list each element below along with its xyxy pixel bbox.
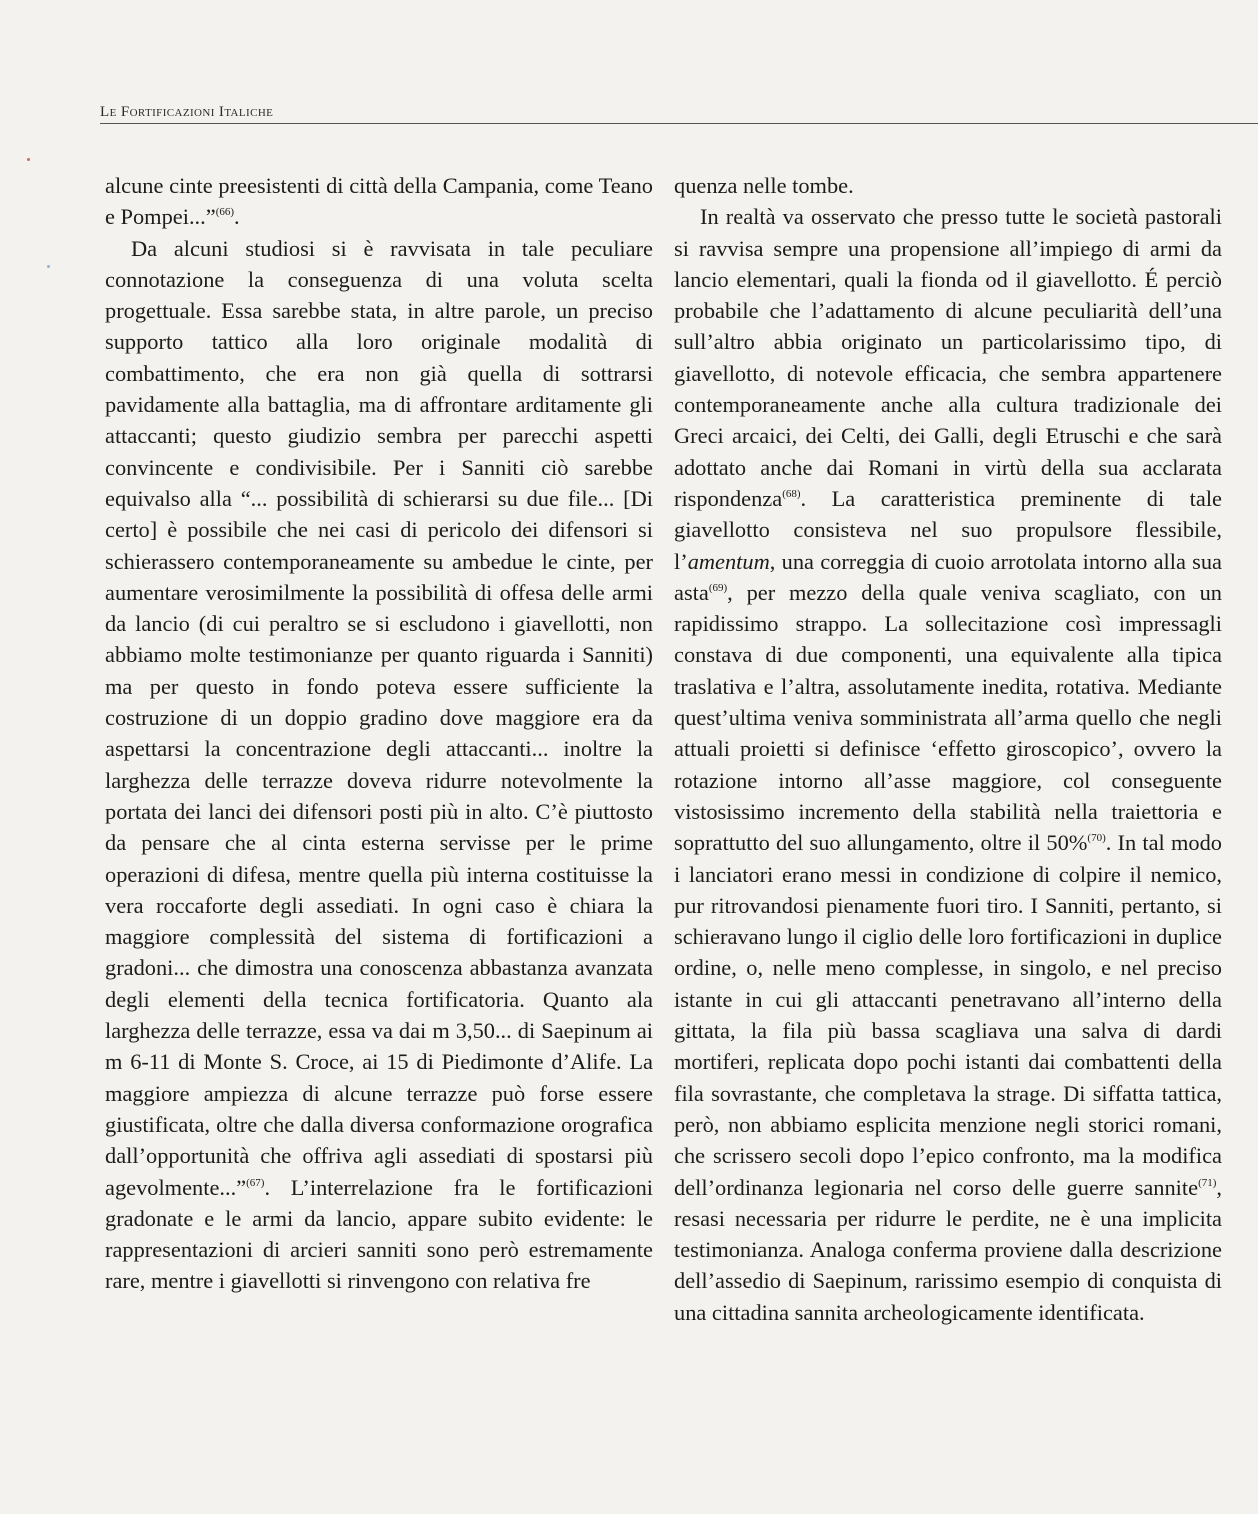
right-p2-part2: . La caratteristica preminente di tale giavellotto consisteva nel suo propulsore flessibile, l’ [674, 485, 1222, 574]
footnote-ref-68: (68) [782, 487, 801, 500]
left-paragraph-2 [105, 233, 653, 1297]
left-paragraph-1 [105, 170, 653, 233]
right-p2-part1: In realtà va osservato che presso tutte le società pastorali si ravvisa sempre una propensione all’impiego di armi da lancio elementari, quali la fionda od il giavellotto. É perciò probabile che l’adattamento di alcune peculiarità dell’una sull’altro abbia originato un particolarissimo tipo, di giavellotto, di notevole efficacia, che sembra appartenere contemporaneamente anche alla cultura tradizionale dei Greci arcaici, dei Celti, dei Galli, degli Etruschi e che sarà adottato anche dai Romani in virtù della sua acclarata rispondenza [674, 204, 1222, 511]
running-head: Le Fortificazioni Italiche [100, 104, 274, 120]
left-p1-text: alcune cinte preesistenti di città della Campania, come Teano e Pompei...” [105, 173, 653, 230]
footnote-ref-66: (66) [215, 206, 235, 219]
right-paragraph-2 [674, 201, 1222, 1328]
margin-speck-blue [47, 265, 50, 268]
header-rule [100, 123, 1258, 124]
right-p2-part3: , una correggia di cuoio arrotolata intorno alla sua asta [674, 548, 1222, 605]
footnote-ref-70: (70) [1087, 832, 1106, 845]
left-p2-part2: . L’interrelazione fra le fortificazioni gradonate e le armi da lancio, appare subito evidente: le rappresentazioni di arcieri sanniti sono però estremamente rare, mentre i giavellotti si rinvengono con relativa fre [105, 1174, 653, 1294]
footnote-ref-71: (71) [1198, 1176, 1217, 1189]
footnote-ref-67: (67) [246, 1176, 265, 1189]
left-column [105, 170, 653, 1297]
footnote-ref-69: (69) [708, 581, 728, 594]
right-paragraph-1: quenza nelle tombe. [674, 173, 854, 198]
margin-speck-red [27, 158, 30, 161]
left-p2-part1: Da alcuni studiosi si è ravvisata in tale peculiare connotazione la conseguenza di una voluta scelta progettuale. Essa sarebbe stata, in altre parole, un preciso supporto tattico alla loro originale modalità di combattimento, che era non già quella di sottrarsi pavidamente alla battaglia, ma di affrontare arditamente gli attaccanti; questo giudizio sembra per parecchi aspetti convincente e condivisibile. Per i Sanniti ciò sarebbe equivalso alla “... possibilità di schierarsi su due file... [Di certo] è possibile che nei casi di pericolo dei difensori si schierassero contemporaneamente su ambedue le cinte, per aumentare verosimilmente la possibilità di offesa delle armi da lancio (di cui peraltro se si escludono i giavellotti, non abbiamo molte testimonianze per quanto riguarda i Sanniti) ma per questo in fondo poteva essere sufficiente la costruzione di un doppio gradino dove maggiore era da aspettarsi la concentrazione degli attaccanti... inoltre la larghezza delle terrazze doveva ridurre notevolmente la portata dei lanci dei difensori posti più in alto. C’è piuttosto da pensare che al cinta esterna servisse per le prime operazioni di difesa, mentre quella più interna costituisse la vera roccaforte degli assediati. In ogni caso è chiara la maggiore complessità del sistema di fortificazioni a gradoni... che dimostra una conoscenza abbastanza avanzata degli elementi della tecnica fortificatoria. Quanto ala larghezza delle terrazze, essa va dai m 3,50... di Saepinum ai m 6-11 di Monte S. Croce, ai 15 di Piedimonte d’Alife. La maggiore ampiezza di alcune terrazze può forse essere giustificata, oltre che dalla diversa conformazione orografica dall’opportunità che offriva agli assediati di spostarsi più agevolmente...” [105, 235, 653, 1200]
amentum-term: amentum [687, 548, 770, 574]
left-p1-tail: . [234, 204, 240, 230]
right-column [674, 170, 1222, 1328]
right-p2-part6: , resasi necessaria per ridurre le perdite, ne è una implicita testimonianza. Analoga conferma proviene dalla descrizione dell’assedio di Saepinum, rarissimo esempio di conquista di una cittadina sannita archeologicamente identificata. [674, 1174, 1222, 1325]
right-p2-part4: , per mezzo della quale veniva scagliato, con un rapidissimo strappo. La sollecitazione così impressagli constava di due componenti, una equivalente alla tipica traslativa e l’altra, assolutamente inedita, rotativa. Mediante quest’ultima veniva somministrata all’arma quello che negli attuali proietti si definisce ‘effetto giroscopico’, ovvero la rotazione intorno all’asse maggiore, col conseguente vistosissimo incremento della stabilità nella traiettoria e soprattutto del suo allungamento, oltre il 50% [674, 579, 1222, 856]
right-p2-part5: . In tal modo i lanciatori erano messi in condizione di colpire il nemico, pur ritrovandosi pienamente fuori tiro. I Sanniti, pertanto, si schieravano lungo il ciglio delle loro fortificazioni in duplice ordine, o, nelle meno complesse, in singolo, e nel preciso istante in cui gli attaccanti penetravano all’interno della gittata, la fila più bassa scagliava una salva di dardi mortiferi, replicata dopo pochi istanti dai combattenti della fila sovrastante, che completava la strage. Di siffatta tattica, però, non abbiamo esplicita menzione negli storici romani, che scrissero secoli dopo l’epico confronto, ma la modifica dell’ordinanza legionaria nel corso delle guerre sannite [674, 830, 1222, 1200]
